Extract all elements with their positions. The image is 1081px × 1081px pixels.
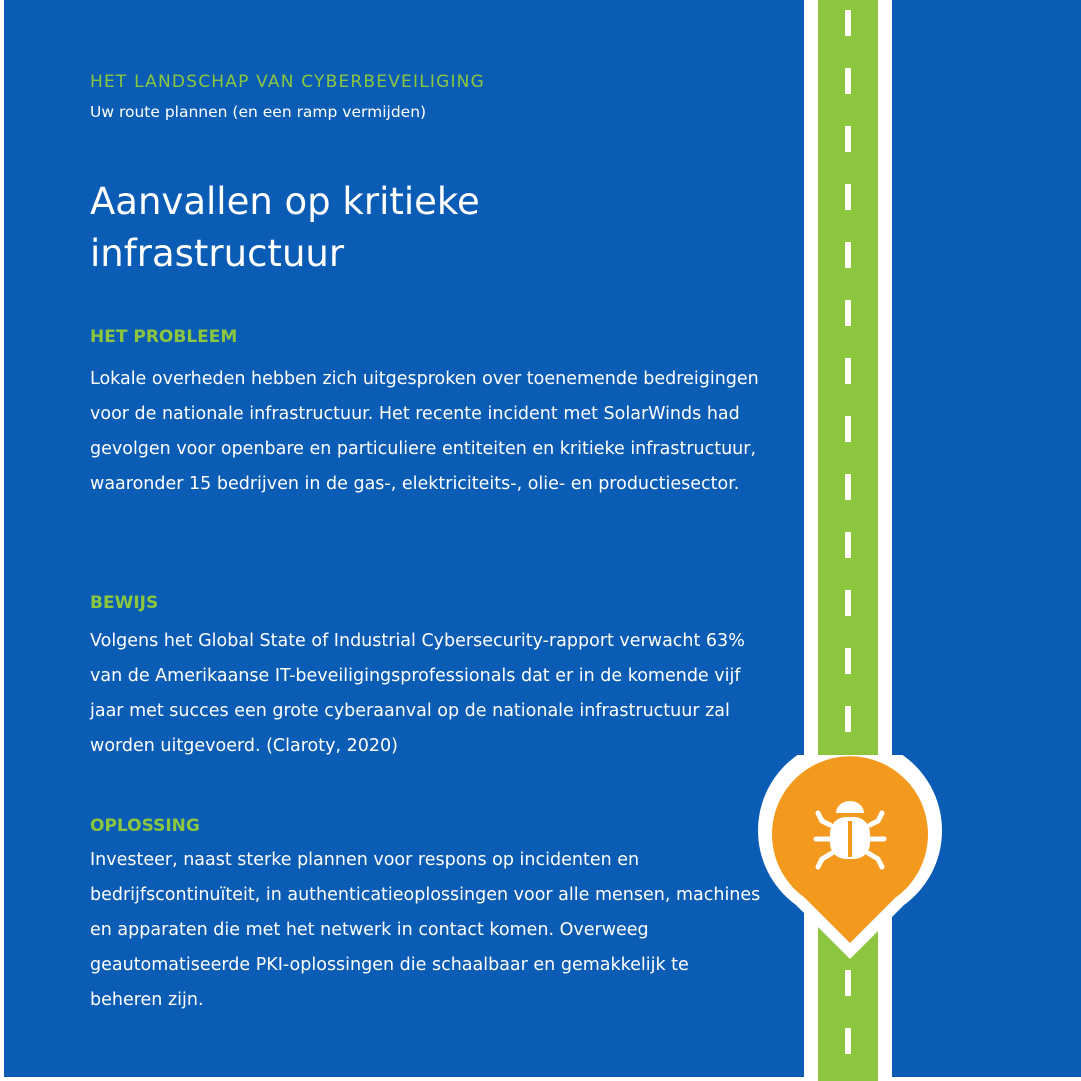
heading-solution: OPLOSSING <box>90 816 200 836</box>
page-title-line-2: infrastructuur <box>90 232 345 275</box>
location-pin-icon <box>758 755 942 967</box>
page-title-line-1: Aanvallen op kritieke <box>90 180 480 223</box>
paragraph-evidence: Volgens het Global State of Industrial Cybersecurity-rapport verwacht 63% van de Amerikaanse IT-beveiligingsprofessionals dat er in de komende vijf jaar met succes een grote cyberaanval op de nationale infrastructuur zal worden uitgevoerd. (Claroty, 2020) <box>90 631 745 756</box>
paragraph-solution: Investeer, naast sterke plannen voor respons op incidenten en bedrijfscontinuïteit, in authenticatieoplossingen voor alle mensen, machines en apparaten die met het netwerk in contact komen. Overweeg geautomatiseerde PKI-oplossingen die schaalbaar en gemakkelijk te beheren zijn. <box>90 850 761 1010</box>
series-kicker: HET LANDSCHAP VAN CYBERBEVEILIGING <box>90 72 485 92</box>
paragraph-problem: Lokale overheden hebben zich uitgesproken over toenemende bedreigingen voor de nationale infrastructuur. Het recente incident met SolarWinds had gevolgen voor openbare en particuliere entiteiten en kritieke infrastructuur, waaronder 15 bedrijven in de gas-, elektriciteits-, olie- en productiesector. <box>90 369 759 494</box>
page-title <box>90 176 710 280</box>
series-subtitle: Uw route plannen (en een ramp vermijden) <box>90 103 427 121</box>
heading-problem: HET PROBLEEM <box>90 327 238 347</box>
heading-evidence: BEWIJS <box>90 593 159 613</box>
